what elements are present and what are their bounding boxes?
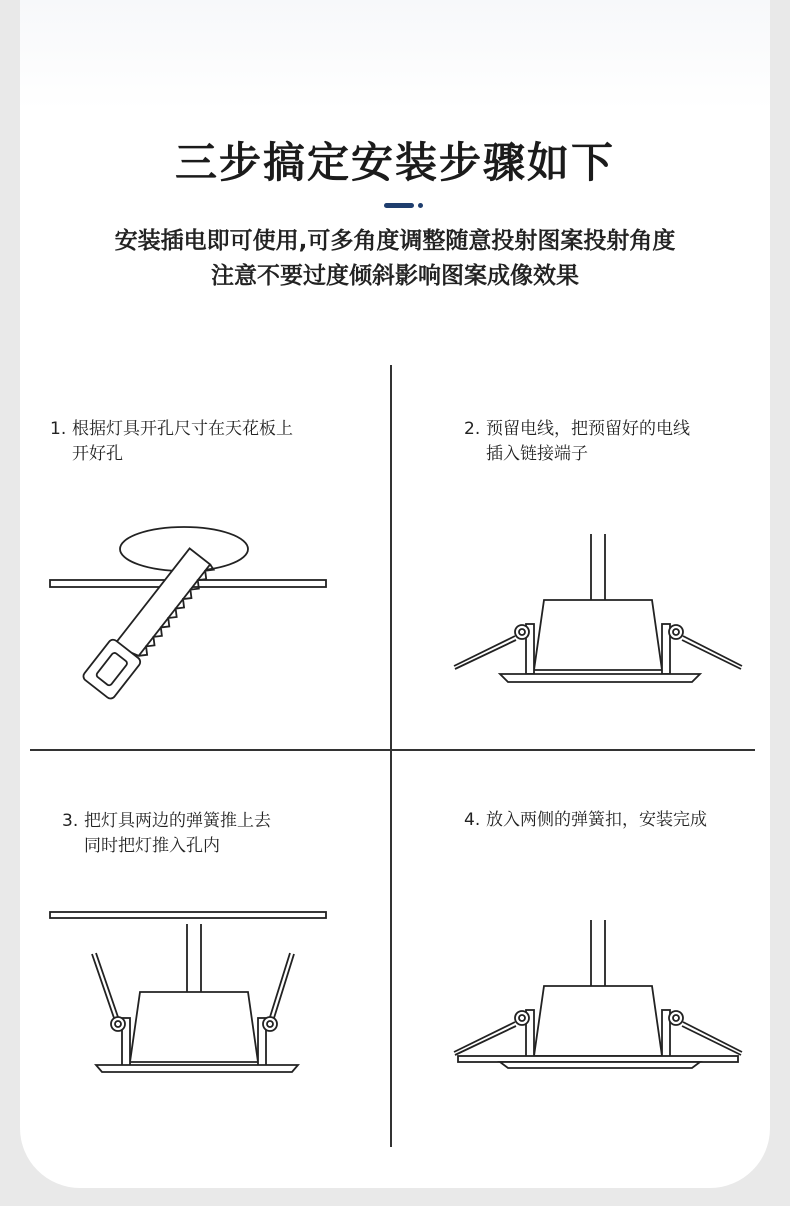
wiring-terminal-illustration xyxy=(450,532,750,692)
title-accent-bar xyxy=(384,203,414,208)
push-springs-up-illustration xyxy=(48,910,338,1080)
grid-divider-vertical xyxy=(390,365,392,1147)
step-3-text xyxy=(62,809,362,859)
step-3-line-1: 把灯具两边的弹簧推上去 xyxy=(84,811,271,831)
step-3-line-2: 同时把灯推入孔内 xyxy=(84,836,220,856)
content-card xyxy=(20,0,770,1188)
step-4-text xyxy=(464,808,764,833)
step-4-number: 4. xyxy=(464,810,481,830)
step-2-line-1: 预留电线，把预留好的电线 xyxy=(486,419,690,439)
step-1-number: 1. xyxy=(50,419,67,439)
faded-header-area xyxy=(20,0,770,110)
grid-divider-horizontal xyxy=(30,749,755,751)
page-title: 三步搞定安装步骤如下 xyxy=(174,138,615,187)
step-1-line-2: 开好孔 xyxy=(72,444,123,464)
title-accent-dot xyxy=(418,203,423,208)
subtitle-line-2: 注意不要过度倾斜影响图案成像效果 xyxy=(211,263,579,289)
step-1-text xyxy=(50,417,370,467)
step-3-number: 3. xyxy=(62,811,79,831)
step-2-number: 2. xyxy=(464,419,481,439)
step-1-line-1: 根据灯具开孔尺寸在天花板上 xyxy=(72,419,293,439)
step-2-line-2: 插入链接端子 xyxy=(486,444,588,464)
step-2-text xyxy=(464,417,764,467)
fasten-spring-clips-illustration xyxy=(450,918,750,1078)
step-4-line-1: 放入两侧的弹簧扣，安装完成 xyxy=(486,810,707,830)
subtitle-line-1: 安装插电即可使用,可多角度调整随意投射图案投射角度 xyxy=(114,228,676,254)
saw-cutting-ceiling-illustration xyxy=(48,525,338,695)
